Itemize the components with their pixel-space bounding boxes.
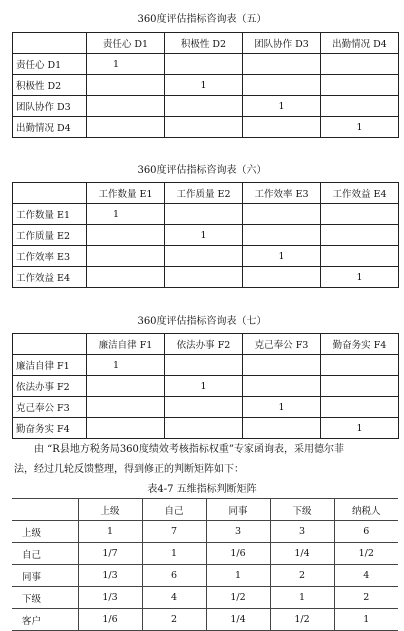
matrix-cell: 1	[270, 587, 334, 609]
table6-cell	[243, 204, 321, 225]
table7-cell	[165, 418, 243, 439]
table6-cell	[321, 204, 399, 225]
table6-corner	[13, 183, 87, 204]
table6-row-label: 工作数量 E1	[13, 204, 87, 225]
table5-cell	[165, 117, 243, 138]
table6-cell	[321, 225, 399, 246]
table6-cell: 1	[243, 246, 321, 267]
table6-row	[13, 225, 399, 246]
matrix-cell: 1	[334, 609, 398, 631]
table5-header: 出勤情况 D4	[321, 33, 399, 54]
table7-header: 克己奉公 F3	[243, 334, 321, 355]
table7-row-label: 克己奉公 F3	[13, 397, 87, 418]
matrix-cell: 1/6	[78, 609, 142, 631]
table6-cell	[87, 225, 165, 246]
matrix-cell: 2	[270, 565, 334, 587]
table6-row	[13, 246, 399, 267]
matrix-cell: 1/2	[270, 609, 334, 631]
matrix-row-label: 上级	[12, 521, 78, 543]
table6-cell	[321, 246, 399, 267]
table7-caption: 360度评估指标咨询表（七）	[137, 316, 267, 327]
matrix-header-row	[12, 499, 398, 521]
table5-cell: 1	[87, 54, 165, 75]
matrix-cell: 4	[334, 565, 398, 587]
table6-cell	[87, 267, 165, 288]
table7-cell: 1	[321, 418, 399, 439]
matrix-row-label: 客户	[12, 609, 78, 631]
table5-cell	[321, 54, 399, 75]
table5-cell	[243, 117, 321, 138]
table6-row-label: 工作质量 E2	[13, 225, 87, 246]
table7-cell	[243, 418, 321, 439]
matrix-corner	[12, 499, 78, 521]
table7-row-label: 勤奋务实 F4	[13, 418, 87, 439]
table7-row-label: 廉洁自律 F1	[13, 355, 87, 376]
table7-cell	[321, 376, 399, 397]
matrix-cell: 2	[334, 587, 398, 609]
table5-header-row	[13, 33, 399, 54]
matrix-header: 纳税人	[334, 499, 398, 521]
table6-header-row	[13, 183, 399, 204]
table7-cell	[321, 397, 399, 418]
table5-cell	[87, 96, 165, 117]
table6-cell: 1	[87, 204, 165, 225]
paragraph-line-1: 由 “R县地方税务局360度绩效考核指标权重”专家函询表，采用德尔菲	[34, 444, 345, 455]
table5-row-label: 积极性 D2	[13, 75, 87, 96]
paragraph-line-2: 法，经过几轮反馈整理，得到修正的判断矩阵如下：	[14, 464, 244, 475]
table6-header: 工作质量 E2	[165, 183, 243, 204]
table7-row	[13, 376, 399, 397]
table7-cell: 1	[165, 376, 243, 397]
matrix-row	[12, 587, 398, 609]
table6-row	[13, 267, 399, 288]
table6-cell: 1	[321, 267, 399, 288]
table7-row	[13, 355, 399, 376]
matrix-cell: 1/3	[78, 565, 142, 587]
table7-row-label: 依法办事 F2	[13, 376, 87, 397]
table6-cell	[165, 267, 243, 288]
matrix-cell: 1/7	[78, 543, 142, 565]
matrix-cell: 3	[270, 521, 334, 543]
table7-cell: 1	[87, 355, 165, 376]
matrix-cell: 4	[142, 587, 206, 609]
table6-cell	[87, 246, 165, 267]
table6-header: 工作数量 E1	[87, 183, 165, 204]
table6-cell	[165, 246, 243, 267]
table5	[12, 32, 399, 138]
table7-header: 勤奋务实 F4	[321, 334, 399, 355]
table5-row	[13, 117, 399, 138]
table7-cell: 1	[243, 397, 321, 418]
table7-header-row	[13, 334, 399, 355]
table5-cell: 1	[321, 117, 399, 138]
table5-cell: 1	[243, 96, 321, 117]
matrix-row	[12, 521, 398, 543]
table6-header: 工作效益 E4	[321, 183, 399, 204]
table5-row-label: 出勤情况 D4	[13, 117, 87, 138]
table6-caption: 360度评估指标咨询表（六）	[137, 165, 267, 176]
table7-cell	[87, 418, 165, 439]
matrix-cell: 3	[206, 521, 270, 543]
matrix-cell: 1/2	[206, 587, 270, 609]
table5-header: 团队协作 D3	[243, 33, 321, 54]
table7	[12, 333, 399, 439]
matrix-cell: 7	[142, 521, 206, 543]
table7-cell	[87, 376, 165, 397]
table6-cell	[165, 204, 243, 225]
body-paragraph	[14, 440, 398, 480]
table6-cell	[243, 267, 321, 288]
matrix-header: 上级	[78, 499, 142, 521]
table5-row	[13, 75, 399, 96]
table7-header: 廉洁自律 F1	[87, 334, 165, 355]
table6	[12, 182, 399, 288]
matrix-cell: 1/4	[270, 543, 334, 565]
table5-row	[13, 54, 399, 75]
matrix-cell: 2	[142, 609, 206, 631]
table5-cell	[87, 75, 165, 96]
table5-row-label: 团队协作 D3	[13, 96, 87, 117]
table5-cell	[165, 96, 243, 117]
table7-cell	[87, 397, 165, 418]
table7-cell	[165, 355, 243, 376]
table6-cell: 1	[165, 225, 243, 246]
table6-cell	[243, 225, 321, 246]
matrix-header: 下级	[270, 499, 334, 521]
matrix-row-label: 自己	[12, 543, 78, 565]
table7-corner	[13, 334, 87, 355]
table7-header: 依法办事 F2	[165, 334, 243, 355]
table6-row	[13, 204, 399, 225]
matrix-caption: 表4-7 五维指标判断矩阵	[147, 484, 257, 495]
matrix-cell: 6	[142, 565, 206, 587]
table5-row-label: 责任心 D1	[13, 54, 87, 75]
table7-cell	[243, 376, 321, 397]
table5-row	[13, 96, 399, 117]
table5-cell	[87, 117, 165, 138]
matrix-row-label: 下级	[12, 587, 78, 609]
table6-row-label: 工作效益 E4	[13, 267, 87, 288]
matrix-cell: 1	[78, 521, 142, 543]
table5-cell	[321, 75, 399, 96]
matrix-cell: 1/2	[334, 543, 398, 565]
table5-cell: 1	[165, 75, 243, 96]
table5-caption: 360度评估指标咨询表（五）	[137, 14, 267, 25]
matrix-row	[12, 609, 398, 631]
table5-header: 积极性 D2	[165, 33, 243, 54]
table7-cell	[165, 397, 243, 418]
matrix-header: 自己	[142, 499, 206, 521]
matrix-cell: 1	[206, 565, 270, 587]
table5-cell	[165, 54, 243, 75]
table7-cell	[321, 355, 399, 376]
matrix-cell: 1/6	[206, 543, 270, 565]
table6-row-label: 工作效率 E3	[13, 246, 87, 267]
table5-cell	[243, 75, 321, 96]
matrix-cell: 1	[142, 543, 206, 565]
table7-cell	[243, 355, 321, 376]
matrix-cell: 1/4	[206, 609, 270, 631]
table5-header: 责任心 D1	[87, 33, 165, 54]
matrix-header: 同事	[206, 499, 270, 521]
table5-cell	[321, 96, 399, 117]
table7-row	[13, 397, 399, 418]
table5-corner	[13, 33, 87, 54]
table7-row	[13, 418, 399, 439]
table6-header: 工作效率 E3	[243, 183, 321, 204]
matrix-cell: 1/3	[78, 587, 142, 609]
matrix-row	[12, 543, 398, 565]
matrix-cell: 6	[334, 521, 398, 543]
matrix-row	[12, 565, 398, 587]
judgment-matrix-table	[12, 498, 398, 631]
table5-cell	[243, 54, 321, 75]
matrix-row-label: 同事	[12, 565, 78, 587]
